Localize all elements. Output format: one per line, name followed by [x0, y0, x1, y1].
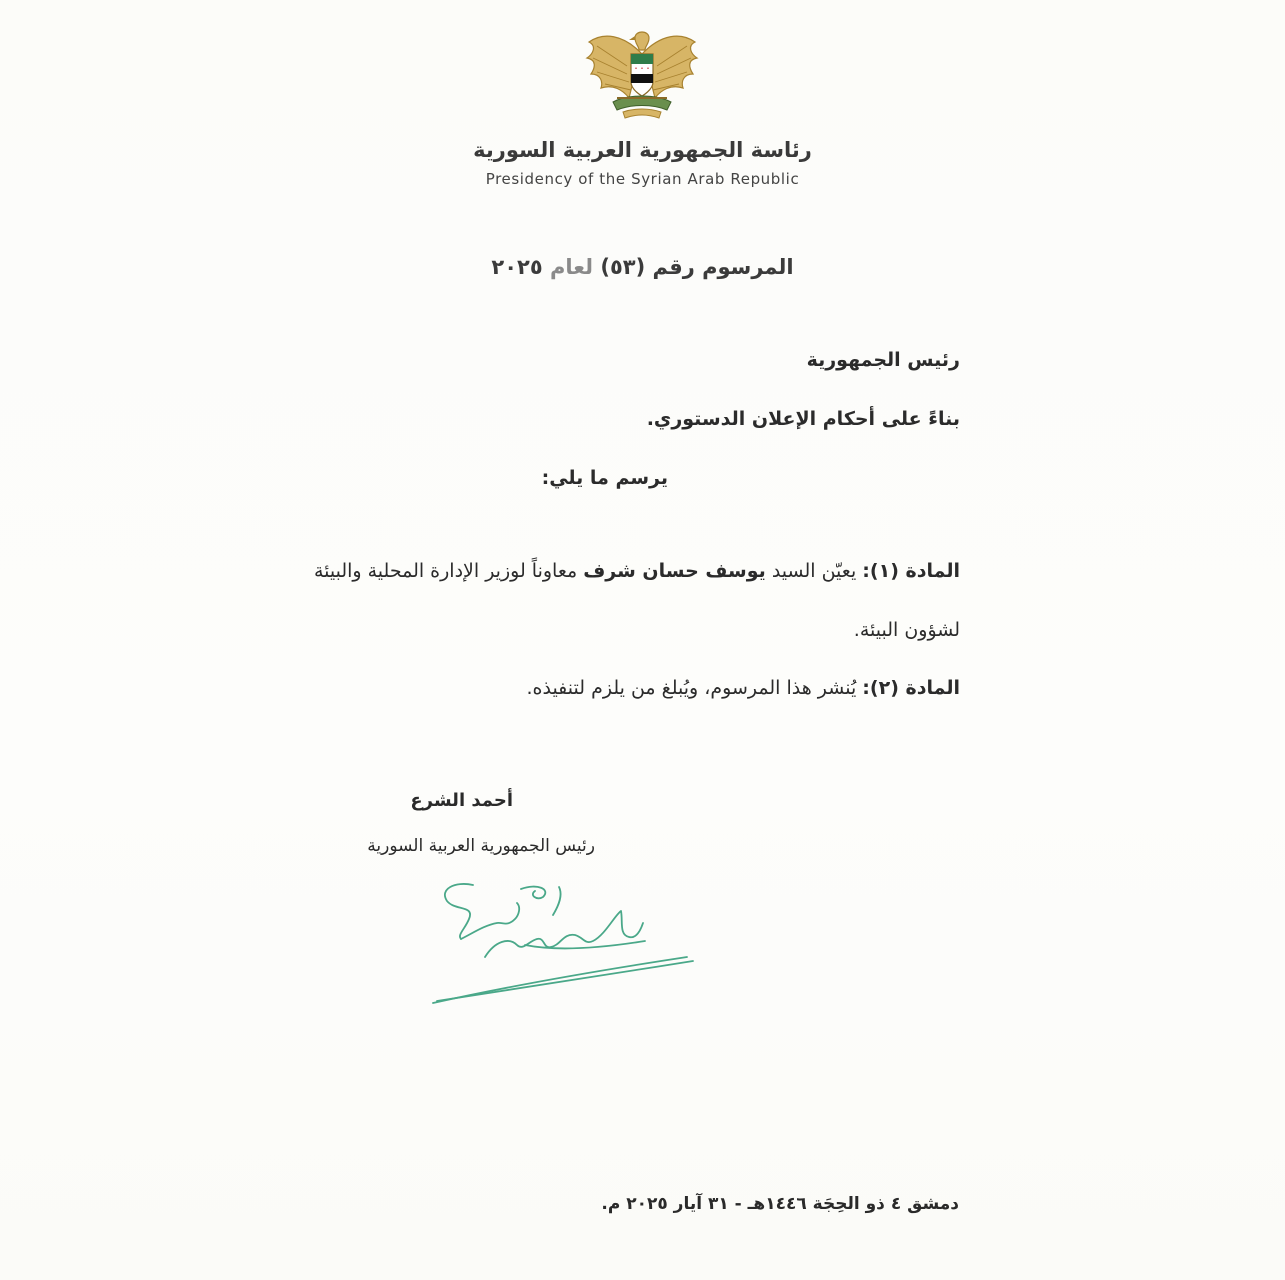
article-1-label: المادة (١): — [862, 560, 960, 582]
decree-title-number: المرسوم رقم (٥٣) — [600, 255, 794, 279]
presidency-arabic-name: رئاسة الجمهورية العربية السورية — [473, 138, 812, 162]
decree-title-year-word: لعام — [550, 255, 594, 279]
presidency-english-name: Presidency of the Syrian Arab Republic — [485, 170, 800, 188]
signatory-name: أحمد الشرع — [410, 790, 513, 811]
basis-line: بناءً على أحكام الإعلان الدستوري. — [646, 408, 960, 430]
eagle-coat-of-arms-icon — [583, 24, 701, 124]
article-1-appointee-name: يوسف حسان شرف — [583, 560, 766, 582]
article-2-text: يُنشر هذا المرسوم، ويُبلغ من يلزم لتنفيذه. — [526, 677, 857, 699]
signatory-title: رئيس الجمهورية العربية السورية — [367, 836, 595, 856]
decrees-line: يرسم ما يلي: — [541, 467, 668, 489]
issue-date: دمشق ٤ ذو الحِجَة ١٤٤٦هـ - ٣١ آيار ٢٠٢٥ م. — [601, 1194, 959, 1214]
decree-title — [0, 255, 1285, 279]
handwritten-signature — [425, 875, 700, 1015]
article-1-text-a: يعيّن السيد — [771, 560, 857, 582]
decree-title-year: ٢٠٢٥ — [491, 255, 543, 279]
issuer-line: رئيس الجمهورية — [806, 349, 960, 371]
article-1-continuation: لشؤون البيئة. — [853, 619, 960, 641]
article-2 — [526, 677, 960, 699]
article-1-text-b: معاوناً لوزير الإدارة المحلية والبيئة — [313, 560, 578, 582]
article-1 — [314, 560, 960, 582]
article-2-label: المادة (٢): — [862, 677, 960, 699]
